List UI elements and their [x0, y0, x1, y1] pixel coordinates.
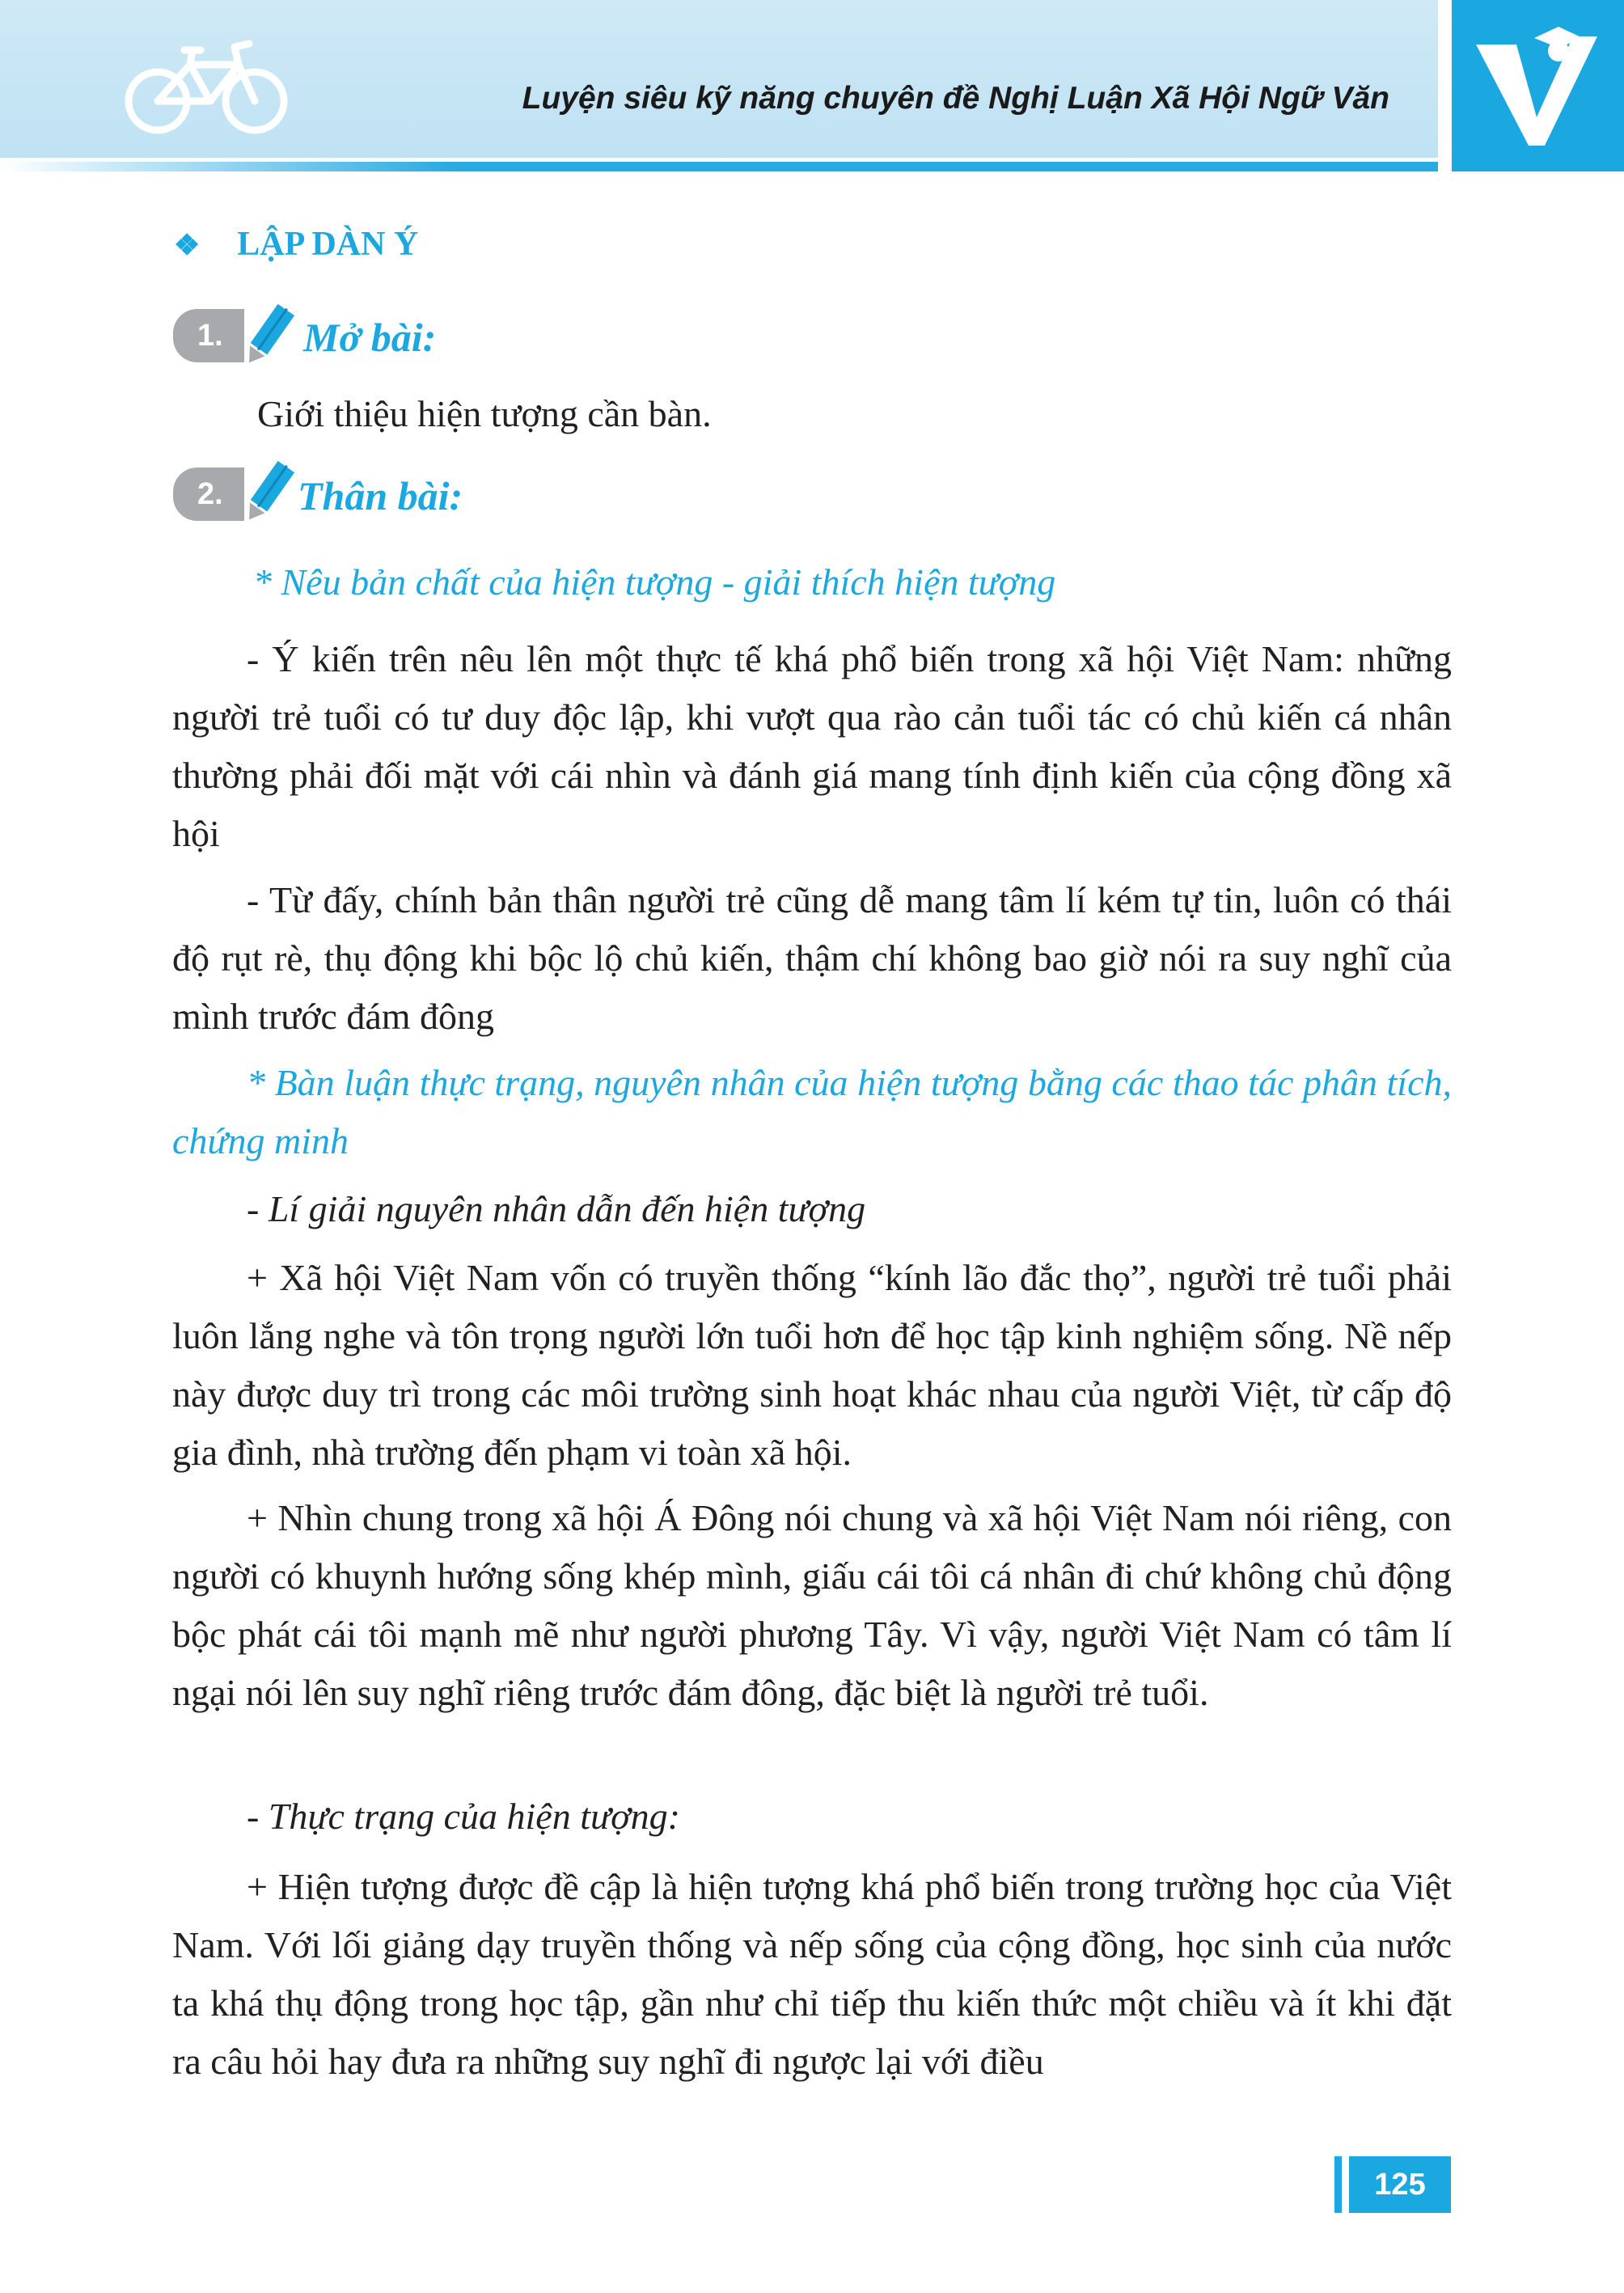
- discuss-heading: * Bàn luận thực trạng, nguyên nhân của hiện tượng bằng các thao tác phân tích, chứng minh: [172, 1062, 1452, 1161]
- logo-block: [1452, 0, 1624, 171]
- header-rule: [453, 162, 1438, 171]
- part-number-badge: 2.: [173, 467, 244, 521]
- intro-paragraph: Giới thiệu hiện tượng cần bàn.: [257, 393, 712, 434]
- section-title: LẬP DÀN Ý: [237, 226, 419, 263]
- diamond-bullet-icon: ❖: [174, 229, 201, 261]
- part-title-mo-bai: Mở bài:: [303, 315, 437, 360]
- cause-heading: - Lí giải nguyên nhân dẫn đến hiện tượng: [247, 1188, 866, 1229]
- part-number-badge: 1.: [173, 309, 244, 362]
- page-number: 125: [1349, 2156, 1451, 2213]
- page-number-bar: [1334, 2156, 1342, 2213]
- status-paragraph-1: + Hiện tượng được đề cập là hiện tượng khá phổ biến trong trường học của Việt Nam. Với lối giảng dạy truyền thống và nếp sống của cộng đồng, học sinh của nước ta khá thụ động trong học tập, gần như chỉ tiếp thu kiến thức một chiều và ít khi đặt ra câu hỏi hay đưa ra những suy nghĩ đi ngược lại với điều: [172, 1866, 1452, 2082]
- header-rule-fade: [0, 162, 453, 171]
- pencil-icon: [235, 458, 299, 531]
- cause-paragraph-1: + Xã hội Việt Nam vốn có truyền thống “kính lão đắc thọ”, người trẻ tuổi phải luôn lắng nghe và tôn trọng người lớn tuổi hơn để học tập kinh nghiệm sống. Nề nếp này được duy trì trong các môi trường sinh hoạt khác nhau của người Việt, từ cấp độ gia đình, nhà trường đến phạm vi toàn xã hội.: [172, 1257, 1452, 1473]
- pencil-icon: [235, 301, 299, 374]
- section-heading: [174, 225, 418, 264]
- v-graduate-logo-icon: [1468, 20, 1605, 154]
- nature-paragraph-1: - Ý kiến trên nêu lên một thực tế khá phổ biến trong xã hội Việt Nam: những người trẻ tuổi có tư duy độc lập, khi vượt qua rào cản tuổi tác có chủ kiến cá nhân thường phải đối mặt với cái nhìn và đánh giá mang tính định kiến của cộng đồng xã hội: [172, 638, 1452, 854]
- nature-heading: * Nêu bản chất của hiện tượng - giải thích hiện tượng: [253, 561, 1056, 603]
- header-title: Luyện siêu kỹ năng chuyên đề Nghị Luận Xã Hội Ngữ Văn: [522, 81, 1389, 116]
- status-heading: - Thực trạng của hiện tượng:: [247, 1796, 680, 1837]
- nature-paragraph-2: - Từ đấy, chính bản thân người trẻ cũng dễ mang tâm lí kém tự tin, luôn có thái độ rụt rè, thụ động khi bộc lộ chủ kiến, thậm chí không bao giờ nói ra suy nghĩ của mình trước đám đông: [172, 879, 1452, 1037]
- cause-paragraph-2: + Nhìn chung trong xã hội Á Đông nói chung và xã hội Việt Nam nói riêng, con người có khuynh hướng sống khép mình, giấu cái tôi cá nhân đi chứ không chủ động bộc phát cái tôi mạnh mẽ như người phương Tây. Vì vậy, người Việt Nam có tâm lí ngại nói lên suy nghĩ riêng trước đám đông, đặc biệt là người trẻ tuổi.: [172, 1497, 1452, 1713]
- bicycle-icon: [121, 32, 291, 137]
- part-title-than-bai: Thân bài:: [298, 473, 463, 518]
